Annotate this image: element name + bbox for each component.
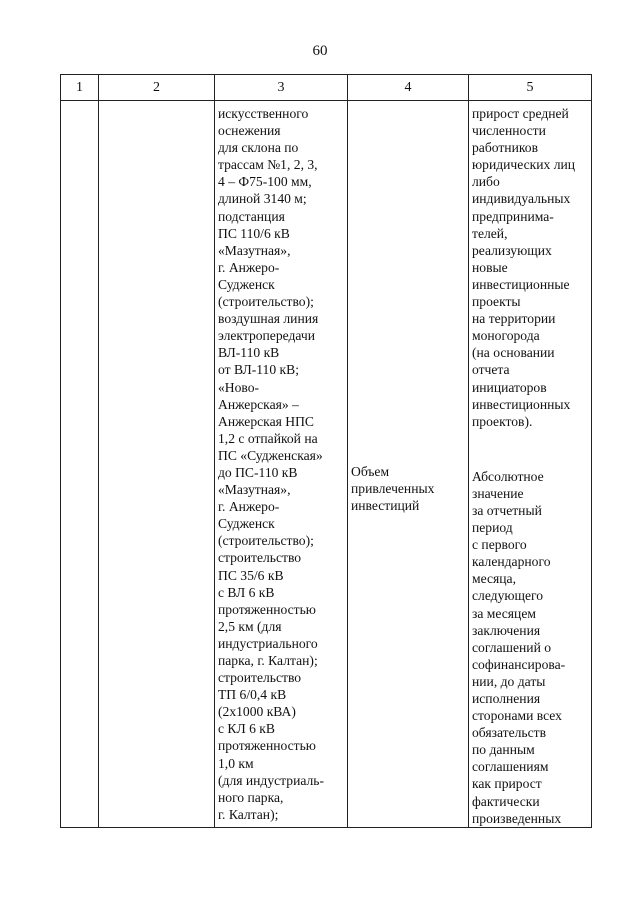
text-line: протяженностью	[218, 738, 316, 754]
text-line: Объем	[351, 464, 390, 479]
column-header-3: 3	[215, 75, 348, 101]
cell-col-4	[348, 101, 469, 828]
text-line: индустриального	[218, 635, 318, 651]
text-line: строительство	[218, 670, 302, 686]
cell-spacer	[348, 101, 468, 459]
text-line: воздушная линия	[218, 311, 319, 327]
table-row	[61, 101, 592, 828]
text-line: привлеченных	[351, 481, 435, 497]
text-line: инвестиций	[351, 498, 420, 514]
text-line: Абсолютное	[472, 468, 544, 484]
text-line: предпринима-	[472, 208, 554, 224]
text-line: 2,5 км (для	[218, 618, 282, 634]
text-line: от ВЛ-110 кВ;	[218, 362, 299, 378]
text-line: обязательств	[472, 725, 547, 741]
text-line: «Мазутная»,	[218, 482, 291, 498]
text-line: г. Анжеро-	[218, 499, 280, 515]
text-line: юридических лиц	[472, 157, 576, 173]
column-header-4: 4	[348, 75, 469, 101]
text-line: моногорода	[472, 328, 540, 344]
text-line: софинансирова-	[472, 656, 566, 672]
text-line: г. Анжеро-	[218, 259, 280, 275]
text-line: отчета	[472, 362, 510, 378]
text-line: ТП 6/0,4 кВ	[218, 687, 287, 703]
table-header-row	[61, 75, 592, 101]
text-line: индивидуальных	[472, 191, 571, 207]
text-line: «Мазутная»,	[218, 242, 291, 258]
text-line: электропередачи	[218, 328, 316, 344]
text-line: инвестиционные	[472, 276, 570, 292]
indicator-name	[348, 459, 468, 514]
text-line: подстанция	[218, 208, 285, 224]
text-line: г. Калтан);	[218, 806, 279, 822]
text-line: для склона по	[218, 140, 299, 156]
text-line: оснежения	[218, 123, 281, 139]
text-line: ного парка,	[218, 789, 284, 805]
text-line: (2х1000 кВА)	[218, 704, 296, 720]
text-line: реализующих	[472, 242, 552, 258]
object-description	[215, 101, 347, 823]
cell-col-3	[215, 101, 348, 828]
text-line: соглашениям	[472, 759, 549, 775]
data-table	[60, 74, 592, 828]
text-line: заключения	[472, 622, 541, 638]
text-line: следующего	[472, 588, 544, 604]
text-line: за месяцем	[472, 605, 536, 621]
text-line: за отчетный	[472, 502, 542, 518]
text-line: проектов).	[472, 413, 533, 429]
text-line: 1,0 км	[218, 755, 254, 771]
text-line: Анжерская НПС	[218, 413, 314, 429]
indicator-method-part-2	[469, 464, 591, 827]
text-line: (строительство);	[218, 533, 314, 549]
text-line: работников	[472, 140, 538, 156]
text-line: нии, до даты	[472, 673, 546, 689]
page-number: 60	[312, 43, 328, 59]
text-line: ПС 110/6 кВ	[218, 225, 290, 241]
column-header-2: 2	[99, 75, 215, 101]
indicator-method-part-1	[469, 101, 591, 430]
text-line: соглашений о	[472, 639, 552, 655]
column-header-1: 1	[61, 75, 99, 101]
text-line: телей,	[472, 225, 508, 241]
text-line: новые	[472, 259, 508, 275]
text-line: 4 – Ф75-100 мм,	[218, 174, 312, 190]
text-line: с первого	[472, 537, 527, 553]
text-line: либо	[472, 174, 500, 190]
text-line: «Ново-	[218, 379, 260, 395]
text-line: месяца,	[472, 571, 516, 587]
text-line: ПС 35/6 кВ	[218, 567, 284, 583]
text-line: фактически	[472, 793, 540, 809]
text-line: с ВЛ 6 кВ	[218, 584, 275, 600]
text-line: период	[472, 520, 513, 536]
cell-col-2	[99, 101, 215, 828]
text-line: значение	[472, 485, 524, 501]
text-line: 1,2 с отпайкой на	[218, 430, 318, 446]
text-line: длиной 3140 м;	[218, 191, 307, 207]
text-line: численности	[472, 123, 546, 139]
text-line: проекты	[472, 294, 521, 310]
text-line: (для индустриаль-	[218, 772, 325, 788]
text-line: ВЛ-110 кВ	[218, 345, 280, 361]
text-line: инвестиционных	[472, 396, 571, 412]
text-line: сторонами всех	[472, 708, 562, 724]
text-line: до ПС-110 кВ	[218, 464, 298, 480]
text-line: как прирост	[472, 776, 542, 792]
text-line: Судженск	[218, 516, 275, 532]
text-line: (на основании	[472, 345, 555, 361]
text-line: на территории	[472, 311, 556, 327]
text-line: произведенных	[472, 810, 562, 826]
cell-col-5	[469, 101, 592, 828]
text-line: инициаторов	[472, 379, 547, 395]
text-line: (строительство);	[218, 294, 314, 310]
cell-col-1	[61, 101, 99, 828]
text-line: календарного	[472, 554, 551, 570]
column-header-5: 5	[469, 75, 592, 101]
text-line: по данным	[472, 742, 535, 758]
text-line: парка, г. Калтан);	[218, 653, 318, 668]
text-line: искусственного	[218, 106, 309, 121]
text-line: строительство	[218, 550, 302, 566]
text-line: трассам №1, 2, 3,	[218, 157, 318, 173]
text-line: Судженск	[218, 276, 275, 292]
text-line: исполнения	[472, 691, 541, 706]
text-line: Анжерская» –	[218, 396, 299, 412]
text-line: ПС «Судженская»	[218, 447, 323, 463]
cell-spacer	[469, 430, 591, 464]
text-line: прирост средней	[472, 106, 569, 121]
text-line: с КЛ 6 кВ	[218, 721, 275, 737]
text-line: протяженностью	[218, 601, 316, 617]
